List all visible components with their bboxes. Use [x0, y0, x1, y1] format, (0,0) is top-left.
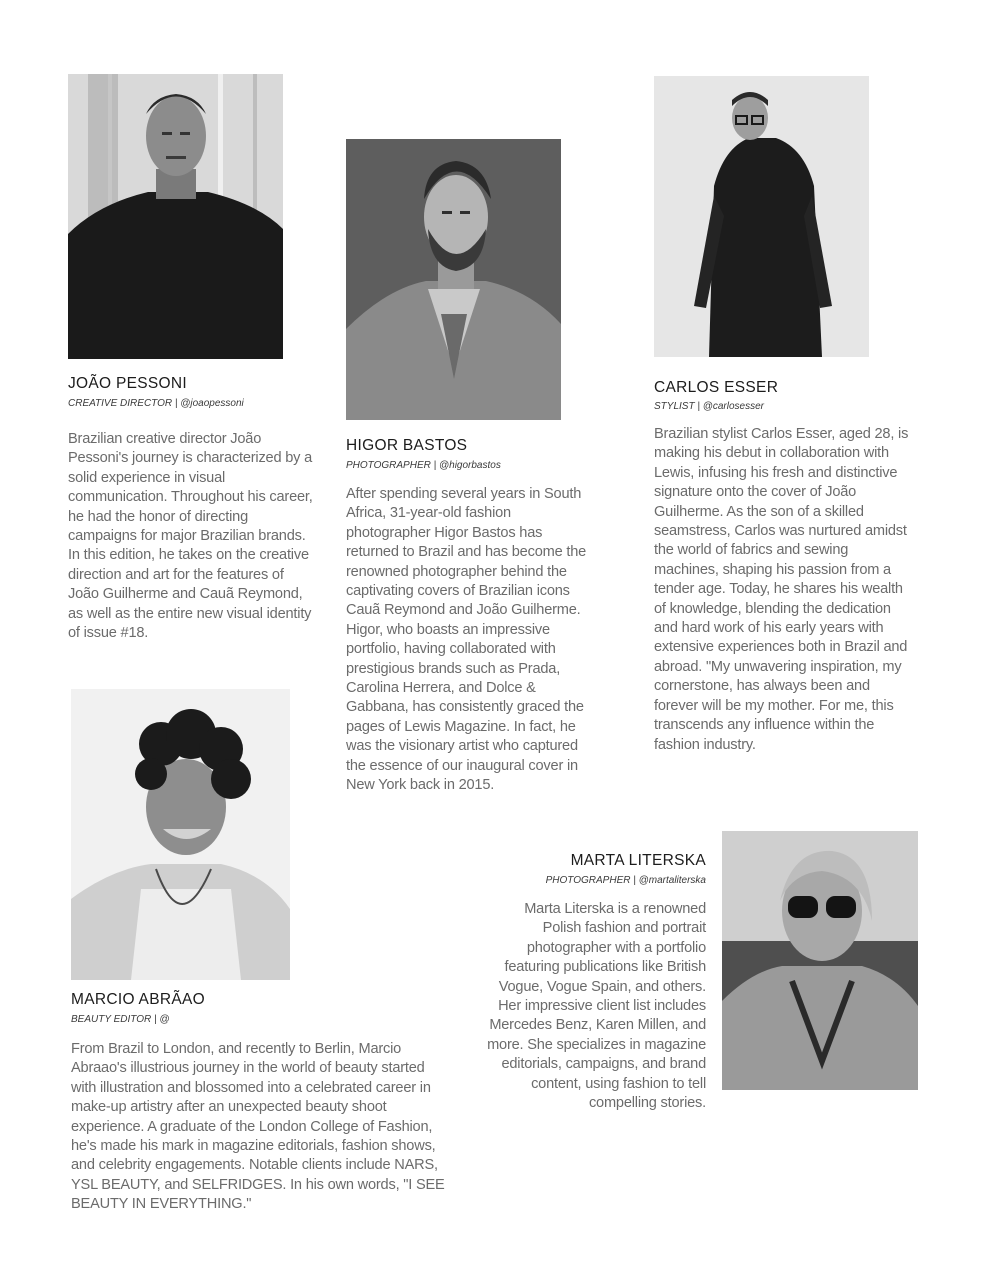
marcio-abraao-name: MARCIO ABRÃAO: [71, 991, 205, 1008]
marcio-abraao-role: BEAUTY EDITOR | @: [71, 1014, 170, 1025]
higor-bastos-name: HIGOR BASTOS: [346, 437, 468, 454]
carlos-esser-name: CARLOS ESSER: [654, 379, 779, 396]
marta-literska-name: MARTA LITERSKA: [570, 852, 706, 869]
joao-pessoni-bio: Brazilian creative director João Pessoni's journey is characterized by a solid experience in visual communication. Throughout his career, he had the honor of directing campaigns for major Brazilian brands. In this edition, he takes on the creative direction and art for the features of João Guilherme and Cauã Reymond, as well as the entire new visual identity of issue #18.: [68, 431, 313, 642]
marta-literska-bio: Marta Literska is a renowned Polish fashion and portrait photographer with a portfolio featuring publications like British Vogue, Vogue Spain, and others. Her impressive client list includes Mercedes Benz, Karen Millen, and more. She specializes in magazine editorials, campaigns, and brand content, using fashion to tell compelling stories.: [487, 901, 706, 1112]
marta-literska-role: PHOTOGRAPHER | @martaliterska: [545, 875, 706, 886]
higor-bastos-bio: After spending several years in South Africa, 31-year-old fashion photographer Higor Bastos has returned to Brazil and has become the renowned photographer behind the captivating covers of Brazilian icons Cauã Reymond and João Guilherme. Higor, who boasts an impressive portfolio, having collaborated with prestigious brands such as Prada, Carolina Herrera, and Dolce & Gabbana, has consistently graced the pages of Lewis Magazine. In fact, he was the visionary artist who captured the essence of our inaugural cover in New York back in 2015.: [346, 486, 587, 794]
higor-bastos-photo: [346, 139, 561, 420]
marta-literska-photo: [722, 831, 918, 1090]
joao-pessoni-name: JOÃO PESSONI: [68, 375, 188, 392]
carlos-esser-bio: Brazilian stylist Carlos Esser, aged 28, is making his debut in collaboration with Lewis, infusing his fresh and distinctive signature onto the cover of João Guilherme. As the son of a skilled seamstress, Carlos was nurtured amidst the world of fabrics and sewing machines, shaping his passion from a tender age. Today, he shares his wealth of knowledge, blending the dedication and hard work of his early years with extensive experiences both in Brazil and abroad. "My unwavering inspiration, my cornerstone, has always been and forever will be my mother. For me, this transcends any influence within the fashion industry.: [654, 426, 909, 753]
marcio-abraao-bio: From Brazil to London, and recently to Berlin, Marcio Abraao's illustrious journey in the world of beauty started with illustration and blossomed into a celebrated career in make-up artistry after an unexpected beauty shoot experience. A graduate of the London College of Fashion, he's made his mark in magazine editorials, fashion shows, and celebrity engagements. Notable clients include NARS, YSL BEAUTY, and SELFRIDGES. In his own words, "I SEE BEAUTY IN EVERYTHING.": [71, 1041, 445, 1213]
joao-pessoni-role: CREATIVE DIRECTOR | @joaopessoni: [68, 398, 244, 409]
carlos-esser-photo: [654, 76, 869, 357]
marcio-abraao-photo: [71, 689, 290, 980]
carlos-esser-role: STYLIST | @carlosesser: [654, 401, 764, 412]
joao-pessoni-photo: [68, 74, 283, 359]
higor-bastos-role: PHOTOGRAPHER | @higorbastos: [346, 460, 501, 471]
